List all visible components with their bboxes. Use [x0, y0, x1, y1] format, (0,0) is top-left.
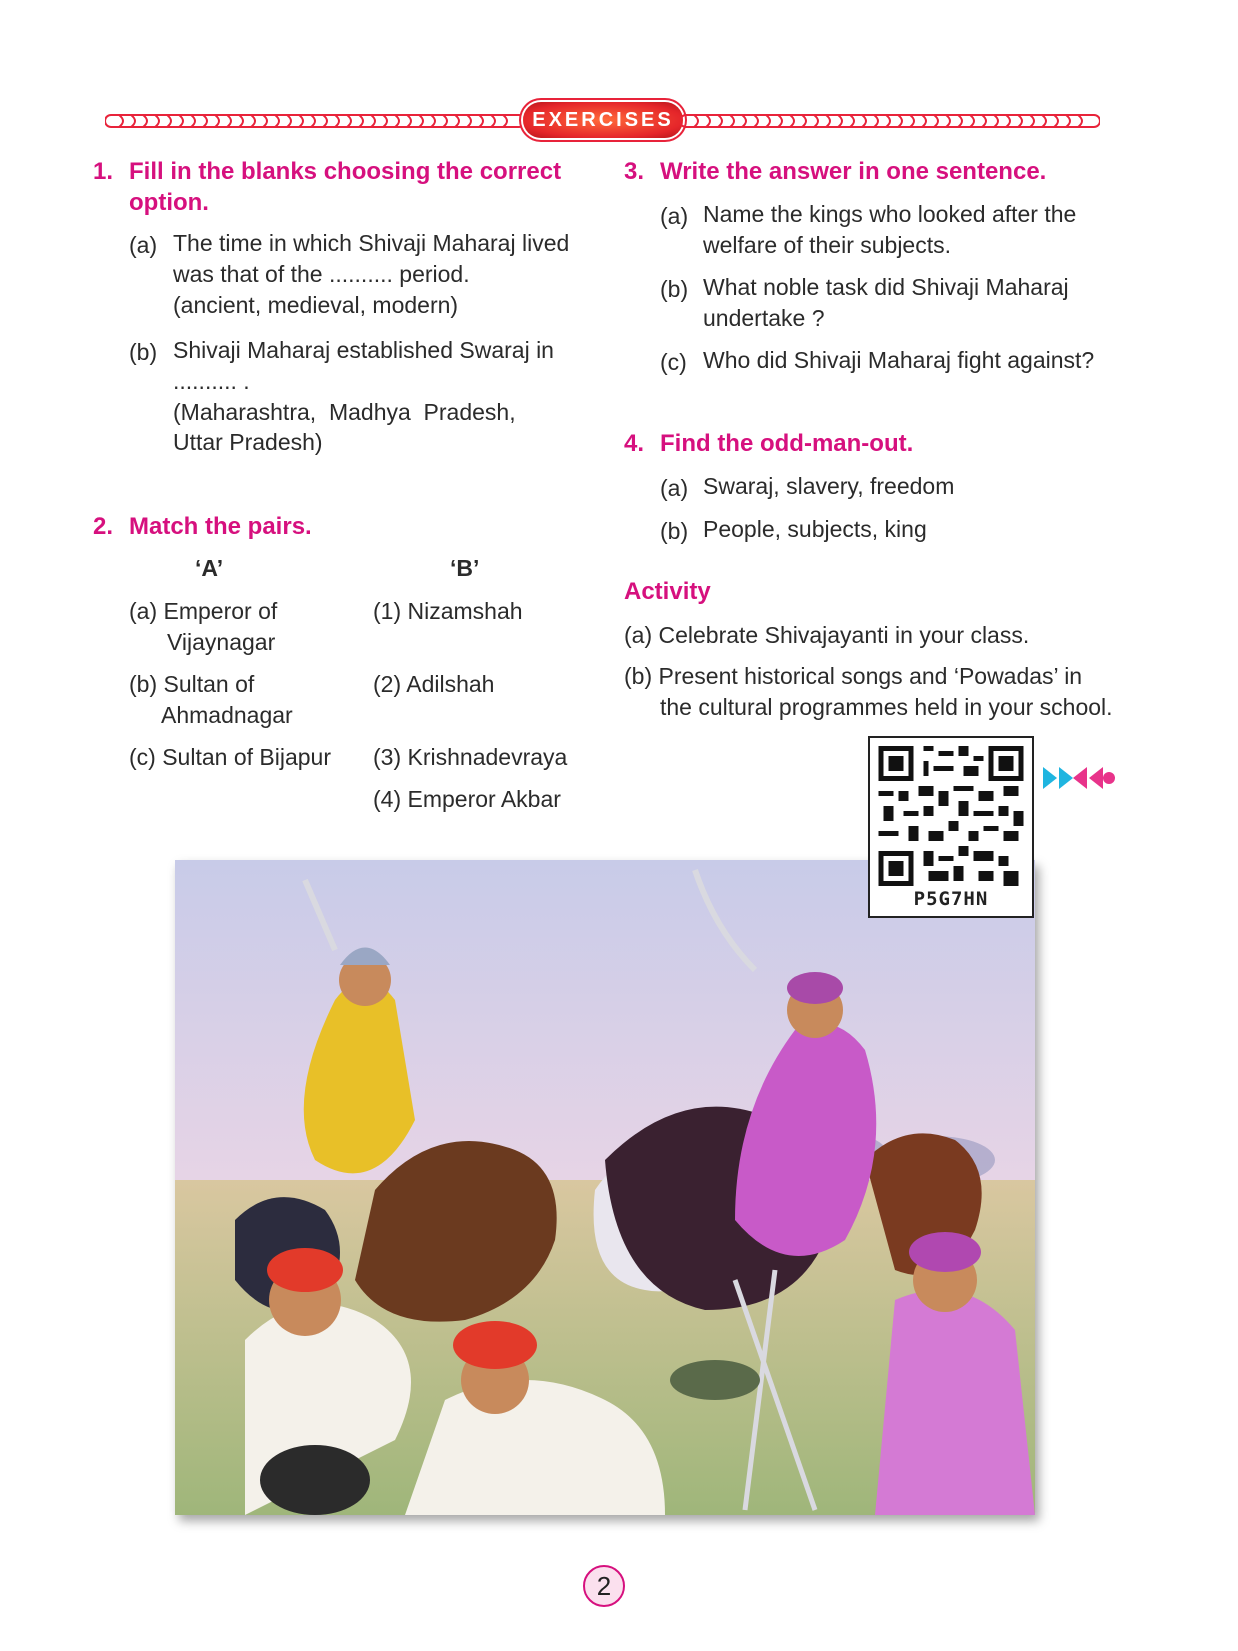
chain-decoration-right — [680, 112, 1100, 130]
q2-b-item-2: (2) Adilshah — [373, 671, 495, 697]
q1a-line2: was that of the .......... period. — [173, 261, 470, 287]
activity-heading: Activity — [624, 578, 711, 605]
q3a-line2: welfare of their subjects. — [703, 232, 952, 258]
chain-decoration-left — [105, 112, 525, 130]
q3-title: Write the answer in one sentence. — [660, 158, 1047, 185]
q2-a-item-3: (c) Sultan of Bijapur — [129, 744, 331, 770]
qr-code-icon — [878, 746, 1024, 886]
q2-column-a-heading: ‘A’ — [195, 555, 224, 581]
activity-b-line2: the cultural programmes held in your school. — [660, 694, 1113, 720]
page-number: 2 — [583, 1565, 625, 1607]
q4b-label: (b) — [660, 518, 689, 544]
exercises-title-pill — [523, 102, 683, 138]
q1-heading — [93, 158, 561, 186]
q2-b-item-3: (3) Krishnadevraya — [373, 744, 568, 770]
exercises-banner — [105, 100, 1105, 140]
q2-a-item-1-line2: Vijaynagar — [167, 629, 276, 655]
q2-a-item-2-line2: Ahmadnagar — [161, 702, 293, 728]
q4a-label: (a) — [660, 475, 689, 501]
q3a-line1: Name the kings who looked after the — [703, 201, 1077, 227]
decorative-arrows-icon — [1043, 765, 1117, 791]
q2-a-item-2-line1: (b) Sultan of — [129, 671, 255, 697]
q4a-text: Swaraj, slavery, freedom — [703, 473, 955, 499]
q1b-line2: .......... . — [173, 368, 250, 394]
q3c-line1: Who did Shivaji Maharaj fight against? — [703, 347, 1095, 373]
q2-title: Match the pairs. — [129, 513, 312, 540]
q4-number: 4. — [624, 430, 645, 457]
q4-title: Find the odd-man-out. — [660, 430, 914, 457]
q1a-label: (a) — [129, 232, 158, 258]
battle-scene-image — [175, 860, 1035, 1515]
q1b-label: (b) — [129, 339, 158, 365]
q2-b-item-4: (4) Emperor Akbar — [373, 786, 561, 812]
activity-b-line1: (b) Present historical songs and ‘Powadas’ in — [624, 663, 1083, 689]
qr-code-label: P5G7HN — [913, 888, 989, 910]
q1-number: 1. — [93, 158, 114, 185]
q2-a-item-1-line1: (a) Emperor of — [129, 598, 278, 624]
q4b-text: People, subjects, king — [703, 516, 927, 542]
q1b-line1: Shivaji Maharaj established Swaraj in — [173, 337, 554, 363]
q1a-line1: The time in which Shivaji Maharaj lived — [173, 230, 570, 256]
q3b-line1: What noble task did Shivaji Maharaj — [703, 274, 1069, 300]
activity-a: (a) Celebrate Shivajayanti in your class. — [624, 622, 1030, 648]
q1b-line4: Uttar Pradesh) — [173, 429, 323, 455]
q3-heading — [624, 158, 1046, 186]
q2-heading — [93, 513, 312, 541]
q4-heading — [624, 430, 913, 458]
q2-column-b-heading: ‘B’ — [450, 555, 480, 581]
q1a-line3: (ancient, medieval, modern) — [173, 292, 459, 318]
q3-number: 3. — [624, 158, 645, 185]
qr-code-box[interactable] — [868, 736, 1034, 918]
q3a-label: (a) — [660, 203, 689, 229]
battle-illustration — [175, 860, 1035, 1515]
q1b-line3: (Maharashtra, Madhya Pradesh, — [173, 399, 516, 425]
q2-b-item-1: (1) Nizamshah — [373, 598, 523, 624]
q1-title-line2: option. — [129, 189, 209, 216]
q2-number: 2. — [93, 513, 114, 540]
q1-title-line1: Fill in the blanks choosing the correct — [129, 158, 562, 185]
q3b-label: (b) — [660, 276, 689, 302]
q3b-line2: undertake ? — [703, 305, 825, 331]
q3c-label: (c) — [660, 349, 687, 375]
exercises-title: EXERCISES — [532, 108, 674, 131]
